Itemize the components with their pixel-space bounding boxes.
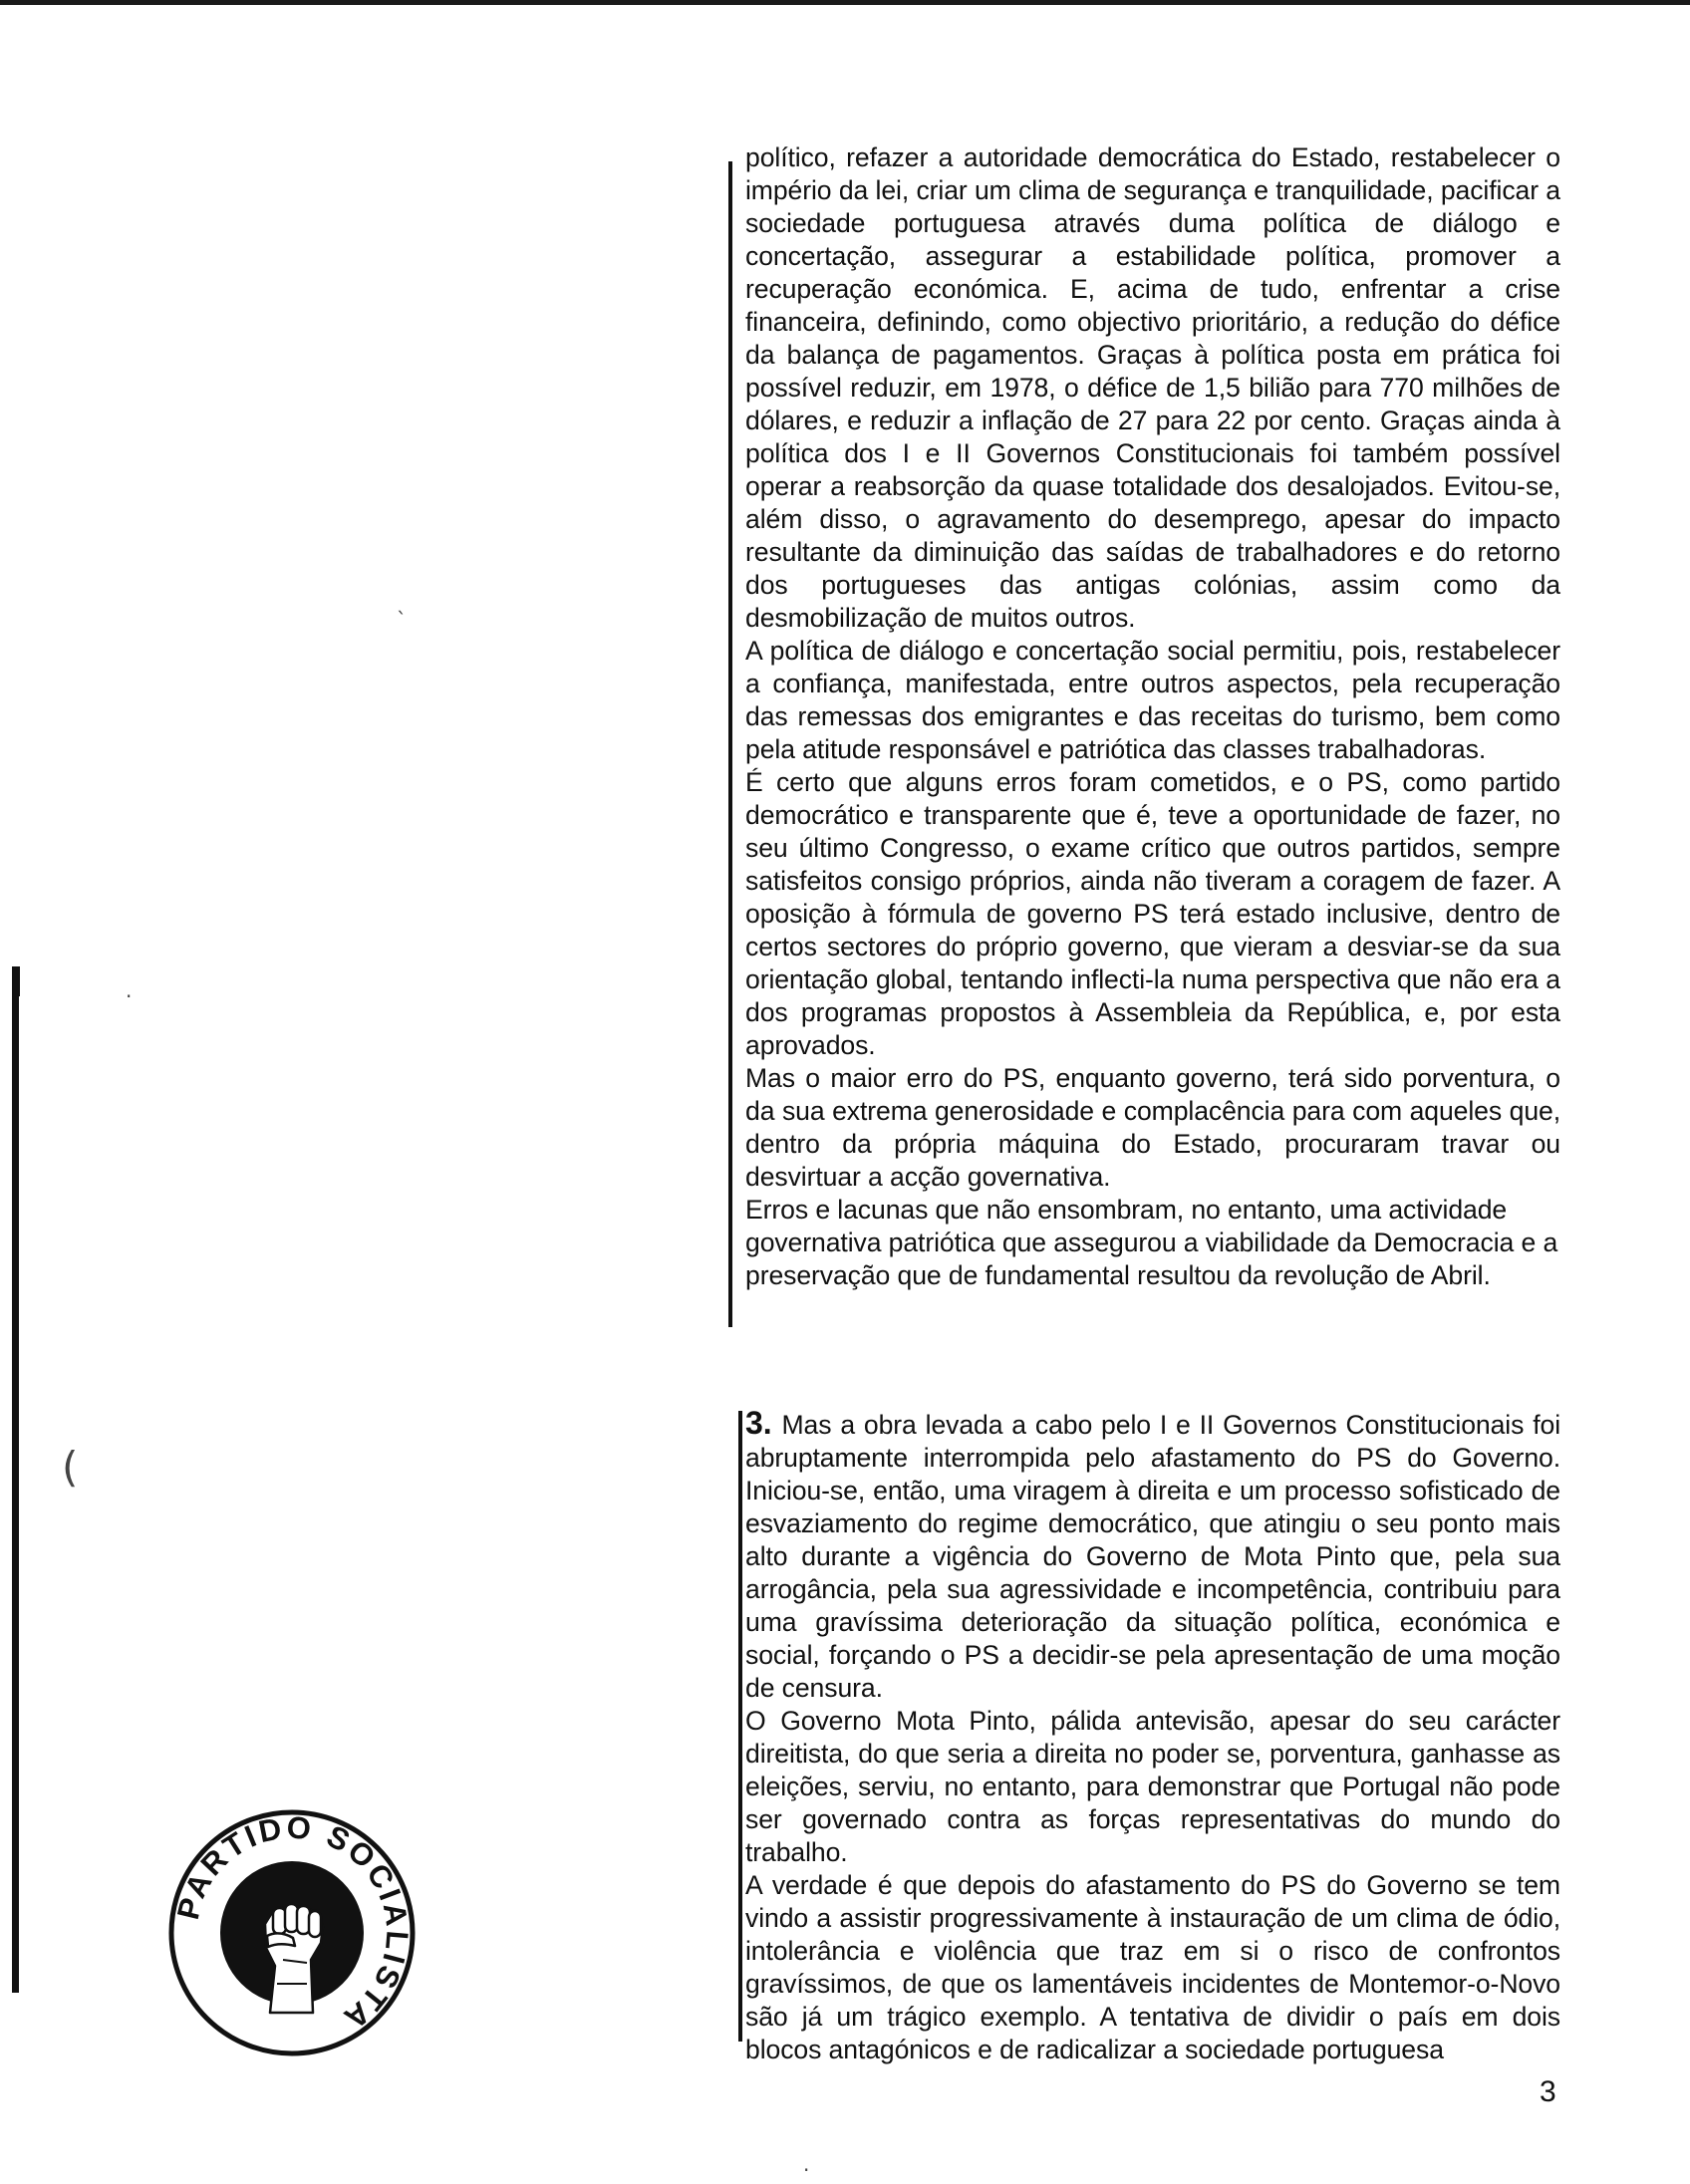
logo-ring-text: PARTIDO SOCIALISTA	[169, 1809, 416, 2039]
margin-rule-section-2	[728, 161, 732, 1327]
paragraph: Erros e lacunas que não ensombram, no entanto, uma actividade governativa patriótica que assegurou a viabilidade da Democracia e a preservação que de fundamental resultou da revolução de Abril.	[745, 1195, 1558, 1290]
section-number: 3.	[745, 1405, 772, 1441]
paragraph-text: Mas a obra levada a cabo pelo I e II Governos Constitucionais foi abruptamente interrompida pelo afastamento do PS do Governo. Iniciou-se, então, uma viragem à direita e um processo sofisticado de esvaziamento do regime democrático, que atingiu o seu ponto mais alto durante a vigência do Governo de Mota Pinto que, pela sua arrogância, pela sua agressividade e incompetência, contribuiu para uma gravíssima deterioração da situação política, económica e social, forçando o PS a decidir-se pela apresentação de uma moção de censura.	[745, 1410, 1560, 1703]
scan-left-edge	[12, 996, 19, 1993]
page-top-edge	[0, 0, 1690, 5]
paragraph: O Governo Mota Pinto, pálida antevisão, apesar do seu carácter direitista, do que seria a direita no poder se, porventura, ganhasse as eleições, serviu, no entanto, para demonstrar que Portugal não pode ser governado contra as forças representativas do mundo do trabalho.	[745, 1706, 1560, 1867]
scan-speck: ˋ	[397, 608, 407, 632]
partido-socialista-logo	[167, 1808, 417, 2057]
scan-speck: (	[62, 1443, 79, 1492]
section-2-text	[745, 141, 1560, 1292]
scan-speck: ·	[803, 2158, 810, 2182]
paragraph: político, refazer a autoridade democrática do Estado, restabelecer o império da lei, criar um clima de segurança e tranquilidade, pacificar a sociedade portuguesa através duma política de diálogo e concertação, assegurar a estabilidade política, promover a recuperação económica. E, acima de tudo, enfrentar a crise financeira, definindo, como objectivo prioritário, a redução do défice da balança de pagamentos. Graças à política posta em prática foi possível reduzir, em 1978, o défice de 1,5 bilião para 770 milhões de dólares, e reduzir a inflação de 27 para 22 por cento. Graças ainda à política dos I e II Governos Constitucionais foi também possível operar a reabsorção da quase totalidade dos desalojados. Evitou-se, além disso, o agravamento do desemprego, apesar do impacto resultante da diminuição das saídas de trabalhadores e do retorno dos portugueses das antigas colónias, assim como da desmobilização de muitos outros.	[745, 142, 1560, 633]
scan-left-edge-mark	[12, 966, 20, 996]
paragraph: A verdade é que depois do afastamento do PS do Governo se tem vindo a assistir progressivamente à instauração de um clima de ódio, intolerância e violência que traz em si o risco de confrontos gravíssimos, de que os lamentáveis incidentes de Montemor-o-Novo são já um trágico exemplo. A tentativa de dividir o país em dois blocos antagónicos e de radicalizar a sociedade portuguesa	[745, 1870, 1560, 2064]
paragraph	[745, 1407, 1560, 1705]
page-number: 3	[1540, 2075, 1556, 2108]
margin-rule-section-3	[738, 1411, 742, 2042]
paragraph: Mas o maior erro do PS, enquanto governo, terá sido porventura, o da sua extrema generosidade e complacência para com aqueles que, dentro da própria máquina do Estado, procuraram travar ou desvirtuar a acção governativa.	[745, 1063, 1560, 1192]
paragraph: É certo que alguns erros foram cometidos, e o PS, como partido democrático e transparente que é, teve a oportunidade de fazer, no seu último Congresso, o exame crítico que outros partidos, sempre satisfeitos consigo próprios, ainda não tiveram a coragem de fazer. A oposição à fórmula de governo PS terá estado inclusive, dentro de certos sectores do próprio governo, que vieram a desviar-se da sua orientação global, tentando inflecti-la numa perspectiva que não era a dos programas propostos à Assembleia da República, e, por esta aprovados.	[745, 767, 1560, 1060]
section-3-text	[745, 1407, 1560, 2066]
scan-speck: ·	[126, 984, 133, 1008]
paragraph: A política de diálogo e concertação social permitiu, pois, restabelecer a confiança, manifestada, entre outros aspectos, pela recuperação das remessas dos emigrantes e das receitas do turismo, bem como pela atitude responsável e patriótica das classes trabalhadoras.	[745, 636, 1560, 764]
